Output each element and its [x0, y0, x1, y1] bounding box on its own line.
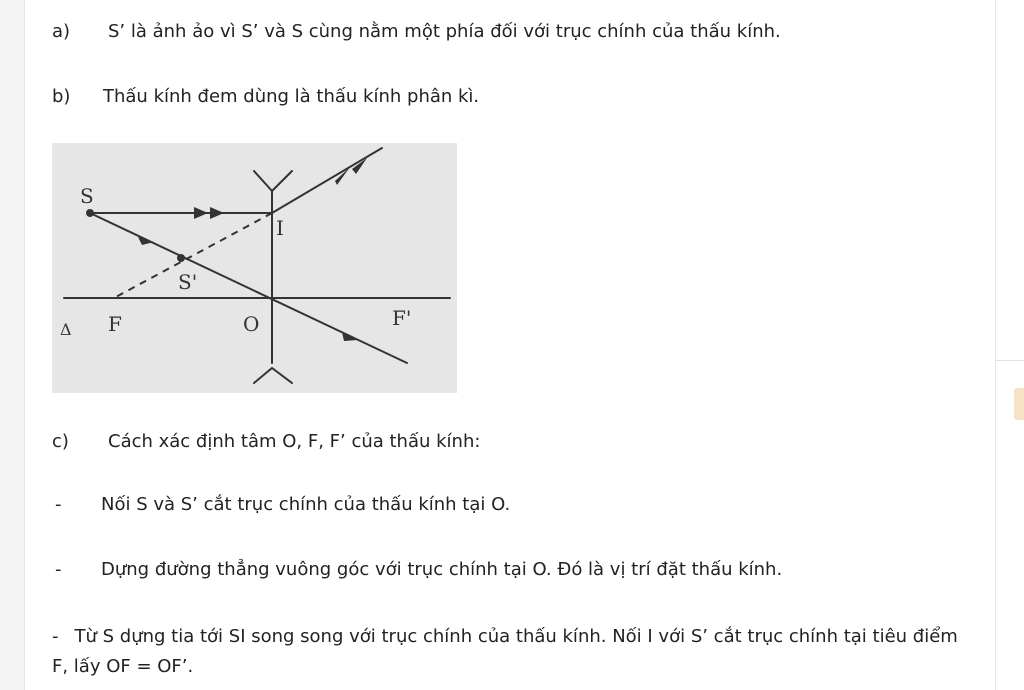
- label-F-prime: F': [392, 306, 412, 330]
- label-I: I: [276, 216, 284, 240]
- arrow-head: [194, 207, 208, 219]
- sidebar-tab[interactable]: [1014, 388, 1024, 420]
- arrow-head: [335, 167, 350, 185]
- right-sidebar-strip: [996, 0, 1024, 690]
- label-S-image: S': [178, 270, 198, 294]
- label-O: O: [243, 312, 260, 336]
- lens-bottom-left-arm: [254, 368, 272, 383]
- lens-top-left-arm: [254, 171, 272, 191]
- item-marker: b): [52, 86, 71, 107]
- point-S-image: [177, 254, 185, 262]
- step-text: Từ S dựng tia tới SI song song với trục chính của thấu kính. Nối I với S’ cắt trục chính tại tiêu điểm F, lấy OF = OF’.: [52, 626, 958, 677]
- label-delta: Δ: [60, 320, 72, 339]
- step-marker: -: [55, 559, 62, 580]
- ray-through-center: [90, 213, 407, 363]
- arrow-head: [210, 207, 224, 219]
- item-marker: a): [52, 21, 71, 42]
- item-marker: c): [52, 431, 69, 452]
- lens-bottom-right-arm: [272, 368, 292, 383]
- point-S: [86, 209, 94, 217]
- label-F: F: [108, 312, 122, 336]
- item-text: S’ là ảnh ảo vì S’ và S cùng nằm một phía đối với trục chính của thấu kính.: [108, 21, 781, 42]
- label-S: S: [80, 184, 94, 208]
- arrow-head: [138, 237, 154, 245]
- step-marker: -: [52, 626, 59, 647]
- lens-top-right-arm: [272, 171, 292, 191]
- step-text: Dựng đường thẳng vuông góc với trục chính tại O. Đó là vị trí đặt thấu kính.: [101, 559, 783, 580]
- step-3: [52, 622, 972, 682]
- item-text: Cách xác định tâm O, F, F’ của thấu kính:: [108, 431, 481, 452]
- lens-diagram-svg: [52, 143, 457, 393]
- lens-diagram: [52, 143, 457, 393]
- sidebar-divider: [996, 360, 1024, 361]
- step-text: Nối S và S’ cắt trục chính của thấu kính tại O.: [101, 494, 511, 515]
- step-marker: -: [55, 494, 62, 515]
- arrow-head: [342, 332, 358, 341]
- item-text: Thấu kính đem dùng là thấu kính phân kì.: [103, 86, 480, 107]
- refracted-ray: [272, 148, 382, 213]
